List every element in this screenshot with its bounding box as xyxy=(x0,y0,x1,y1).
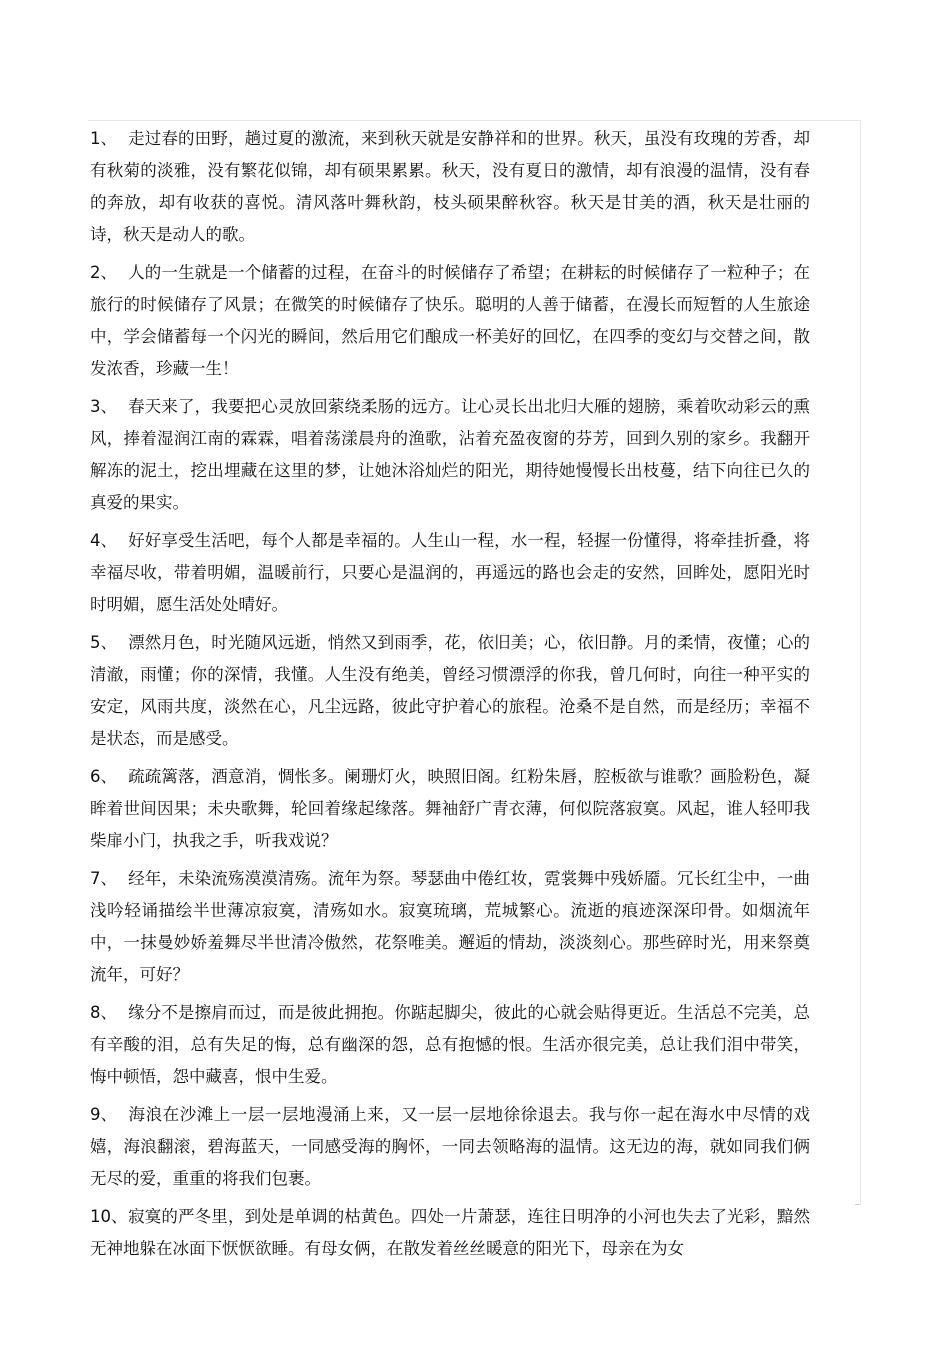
paragraph-text: 漂然月色，时光随风远逝，悄然又到雨季，花，依旧美；心，依旧静。月的柔情，夜懂；心的清澈，雨懂；你的深情，我懂。人生没有绝美，曾经习惯漂浮的你我，曾几何时，向往一种平实的安定，风雨共度，淡然在心，凡尘远路，彼此守护着心的旅程。沧桑不是自然，而是经历；幸福不是状态，而是感受。 xyxy=(90,633,810,748)
page-corner-mark xyxy=(855,1198,861,1205)
paragraph-text: 缘分不是擦肩而过，而是彼此拥抱。你踮起脚尖，彼此的心就会贴得更近。生活总不完美，总有辛酸的泪，总有失足的悔，总有幽深的怨，总有抱憾的恨。生活亦很完美，总让我们泪中带笑，悔中顿悟，怨中藏喜，恨中生爱。 xyxy=(90,1003,810,1086)
paragraph-number: 2、 xyxy=(90,263,117,282)
paragraph-number: 1、 xyxy=(90,129,117,148)
paragraph-5 xyxy=(90,627,810,755)
paragraph-10 xyxy=(90,1201,810,1265)
paragraph-text: 好好享受生活吧，每个人都是幸福的。人生山一程，水一程，轻握一份懂得，将牵挂折叠，将幸福尽收，带着明媚，温暖前行，只要心是温润的，再遥远的路也会走的安然，回眸处，愿阳光时时明媚，愿生活处处晴好。 xyxy=(90,531,810,614)
paragraph-number: 4、 xyxy=(90,531,117,550)
paragraph-9 xyxy=(90,1099,810,1195)
paragraph-2 xyxy=(90,257,810,385)
paragraph-3 xyxy=(90,391,810,519)
paragraph-number: 9、 xyxy=(90,1105,117,1124)
paragraph-text: 走过春的田野，趟过夏的激流，来到秋天就是安静祥和的世界。秋天，虽没有玫瑰的芳香，却有秋菊的淡雅，没有繁花似锦，却有硕果累累。秋天，没有夏日的激情，却有浪漫的温情，没有春的奔放，却有收获的喜悦。清风落叶舞秋韵，枝头硕果醉秋容。秋天是甘美的酒，秋天是壮丽的诗，秋天是动人的歌。 xyxy=(90,129,810,244)
paragraph-6 xyxy=(90,761,810,857)
paragraph-number: 5、 xyxy=(90,633,117,652)
paragraph-number: 10、 xyxy=(90,1207,128,1226)
paragraph-text: 海浪在沙滩上一层一层地漫涌上来，又一层一层地徐徐退去。我与你一起在海水中尽情的戏嬉，海浪翻滚，碧海蓝天，一同感受海的胸怀，一同去领略海的温情。这无边的海，就如同我们俩无尽的爱，重重的将我们包裹。 xyxy=(90,1105,810,1188)
paragraph-number: 7、 xyxy=(90,869,117,888)
document-body xyxy=(90,123,810,1271)
paragraph-4 xyxy=(90,525,810,621)
paragraph-text: 春天来了，我要把心灵放回萦绕柔肠的远方。让心灵长出北归大雁的翅膀，乘着吹动彩云的熏风，捧着湿润江南的霖霖，唱着荡漾晨舟的渔歌，沾着充盈夜窗的芬芳，回到久别的家乡。我翻开解冻的泥土，挖出埋藏在这里的梦，让她沐浴灿烂的阳光，期待她慢慢长出枝蔓，结下向往已久的真爱的果实。 xyxy=(90,397,810,512)
paragraph-number: 8、 xyxy=(90,1003,117,1022)
paragraph-number: 3、 xyxy=(90,397,117,416)
paragraph-text: 人的一生就是一个储蓄的过程，在奋斗的时候储存了希望；在耕耘的时候储存了一粒种子；在旅行的时候储存了风景；在微笑的时候储存了快乐。聪明的人善于储蓄，在漫长而短暂的人生旅途中，学会储蓄每一个闪光的瞬间，然后用它们酿成一杯美好的回忆，在四季的变幻与交替之间，散发浓香，珍藏一生！ xyxy=(90,263,810,378)
paragraph-text: 经年，未染流殇漠漠清殇。流年为祭。琴瑟曲中倦红妆，霓裳舞中残娇靥。冗长红尘中，一曲浅吟轻诵描绘半世薄凉寂寞，清殇如水。寂寞琉璃，荒城繁心。流逝的痕迹深深印骨。如烟流年中，一抹曼妙娇羞舞尽半世清冷傲然，花祭唯美。邂逅的情劫，淡淡刻心。那些碎时光，用来祭奠流年，可好？ xyxy=(90,869,810,984)
paragraph-7 xyxy=(90,863,810,991)
paragraph-text: 疏疏篱落，酒意消，惆怅多。阑珊灯火，映照旧阁。红粉朱唇，腔板欲与谁歌？画脸粉色，凝眸着世间因果；未央歌舞，轮回着缘起缘落。舞袖舒广青衣薄，何似院落寂寞。风起，谁人轻叩我柴扉小门，执我之手，听我戏说？ xyxy=(90,767,810,850)
paragraph-number: 6、 xyxy=(90,767,117,786)
paragraph-8 xyxy=(90,997,810,1093)
paragraph-text: 寂寞的严冬里，到处是单调的枯黄色。四处一片萧瑟，连往日明净的小河也失去了光彩，黯然无神地躲在冰面下恹恹欲睡。有母女俩，在散发着丝丝暖意的阳光下，母亲在为女 xyxy=(90,1207,810,1258)
paragraph-1 xyxy=(90,123,810,251)
